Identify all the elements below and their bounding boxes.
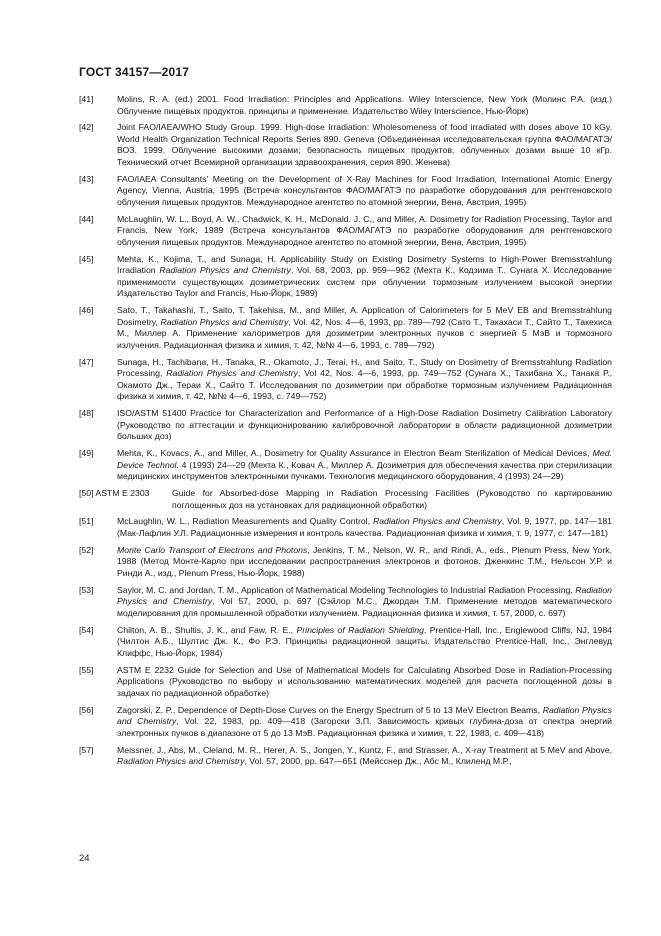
reference-text bbox=[117, 705, 612, 740]
reference-text bbox=[117, 745, 612, 768]
reference-number: [49] bbox=[79, 448, 94, 459]
reference-text-part: , Vol 42, Nos. 4—6, 1993, pp. 749—752 (Сунага Х., Тахибана Х., Танака Р., Окамото Дж., Тераи Х., Сайто Т. Исследования по дозиметрии при обработке тормозным излучением Радиационная физика и химия, т. 42, №№ 4—6, 1993, с. 749—752) bbox=[117, 368, 612, 402]
reference-text bbox=[117, 122, 612, 168]
reference-text-part: Meissner, J., Abs, M., Cleland, M. R., Herer, A. S., Jongen, Y., Kuntz, F., and Strasser, A., X-ray Treatment at 5 MeV and Above, bbox=[117, 744, 612, 755]
reference-text bbox=[117, 174, 612, 209]
reference-text-part: Saylor, M. C. and Jordan, T. M., Application of Mathematical Modeling Technologies to Industrial Radiation Processing, bbox=[117, 584, 576, 595]
reference-italic-title: Med. Device Technol. bbox=[117, 448, 612, 470]
reference-italic-title: Radiation Physics and Chemistry bbox=[159, 265, 291, 276]
reference-text bbox=[117, 94, 612, 117]
reference-text-part: , Jenkins, T. M., Nelson, W. R., and Rindi, A., eds., Plenum Press, New York, 1988 (Метод Монте-Карло при исследовании распространения электронов и фотонов. Дженкинс Т.М., Нельсон У.Р. и Ринди А., изд., Plenum Press, Нью-Йорк, 1988) bbox=[117, 544, 612, 578]
reference-text-part: Joint FAO/IAEA/WHO Study Group. 1999. High-dose Irradiation: Wholesomeness of food irradiated with doses above 10 kGy. World Health Organization Technical Reports Series 890. Geneva (Объединенная исследовательская группа ФАО/МАГАТЭ/ВОЗ. 1999. Облучение высокими дозами; безопасность пищевых продуктов, облученных дозами выше 10 кГр. Технический отчет Всемирной организации здравоохранения, серия 890. Женева) bbox=[117, 122, 612, 168]
reference-text-part: Guide for Absorbed-dose Mapping in Radiation Processing Facilities (Руководство по картированию поглощенных доз на установках для радиационной обработки) bbox=[172, 488, 612, 510]
reference-entry bbox=[79, 94, 612, 117]
reference-number: [45] bbox=[79, 253, 94, 264]
reference-text-part: , Vol. 68, 2003, pp. 959—962 (Мехта К., Кодзима Т., Сунага Х. Исследование применимости существующих дозиметрических систем при облучении тормозным излучением высокой энергии Издательство Taylor and Francis, Нью-Йорк, 1989) bbox=[117, 265, 613, 299]
reference-text bbox=[117, 585, 612, 620]
reference-number: [55] bbox=[79, 664, 94, 675]
reference-text-part: Chilton, A. B., Shultis, J. K., and Faw, R. E., bbox=[117, 624, 297, 635]
reference-italic-title: Monte Carlo Transport of Electrons and Photons bbox=[117, 544, 308, 555]
reference-text-part: ISO/ASTM 51400 Practice for Characterization and Performance of a High-Dose Radiation Dosimetry Calibration Laboratory (Руководство по аттестации и функционированию калибровочной лаборатории в области радиационной дозиметрии больших доз) bbox=[117, 408, 612, 442]
reference-text bbox=[172, 488, 612, 511]
reference-text-part: , Vol. 22, 1983, pp. 409—418 (Загорски З.П. Зависимость кривых глубина-доза от спектра энергий электронных пучков в диапазоне от 5 до 13 МэВ. Радиационная физика и химия, т. 22, 1983, с. 409—418) bbox=[117, 716, 612, 738]
reference-entry bbox=[79, 545, 612, 580]
reference-text-part: McLaughlin, W. L., Boyd, A. W., Chadwick, K. H., McDonald. J. C., and Miller, A. Dosimetry for Radiation Processing, Taylor and Francis, New York, 1989 (Встреча консультантов ФАО/МАГАТЭ по разработке оборудования для рентгеновского облучения пищевых продуктов. Международное агентство по атомной энергии, Вена, Австрия, 1995) bbox=[117, 213, 612, 247]
reference-number: [48] bbox=[79, 408, 94, 419]
reference-entry bbox=[79, 174, 612, 209]
reference-text-part: , Vol. 9, 1977, pp. 147—181 (Мак-Лафлин У.Л. Радиационные измерения и контроль качества. Радиационная физика и химия, т. 9, 1977, с. 147—181) bbox=[117, 516, 612, 539]
reference-italic-title: Radiation Physics and Chemistry bbox=[160, 316, 289, 327]
reference-entry bbox=[79, 665, 612, 700]
reference-text-part: Mehta, K., Kojima, T., and Sunaga, H. Applicability Study on Existing Dosimetry Systems to High-Power Bremsstrahlung Irradiation bbox=[117, 253, 612, 276]
reference-number: [57] bbox=[79, 744, 94, 755]
reference-text-part: Zagorski, Z. P., Dependence of Depth-Dose Curves on the Energy Spectrum of 5 to 13 MeV Electron Beams, bbox=[117, 704, 543, 715]
reference-entry bbox=[79, 214, 612, 249]
reference-number: [42] bbox=[79, 122, 94, 133]
reference-text bbox=[117, 665, 612, 700]
reference-entry bbox=[79, 745, 612, 768]
reference-entry bbox=[79, 408, 612, 443]
reference-italic-title: Radiation Physics and Chemistry bbox=[117, 756, 245, 767]
reference-text-part: Sato, T., Takahashi, T., Saito, T. Takehisa, M., and Miller, A. Application of Calorimeters for 5 MeV EB and Bremsstrahlung Dosimetry, bbox=[117, 305, 612, 327]
reference-number: [43] bbox=[79, 173, 94, 184]
reference-text bbox=[117, 305, 612, 351]
reference-italic-title: Radiation Physics and Chemistry bbox=[117, 704, 612, 727]
reference-text-part: Sunaga, H., Tachibana, H., Tanaka, R., Okamoto, J., Terai, H., and Saito, T., Study on Dosimetry of Bremsstrahlung Radiation Processing, bbox=[117, 356, 612, 379]
reference-text-part: Molins, R. A. (ed.) 2001. Food Irradiation: Principles and Applications. Wiley Interscience, New York (Молинс Р.А. (изд.) Облучение пищевых продуктов. принципы и применение. Издательство Wiley Interscience, Нью-Йорк) bbox=[117, 94, 612, 116]
reference-italic-title: Radiation Physics and Chemistry bbox=[117, 584, 612, 607]
reference-text bbox=[117, 625, 612, 660]
reference-number: [52] bbox=[79, 544, 94, 555]
reference-entry bbox=[79, 516, 612, 539]
reference-number: [54] bbox=[79, 624, 94, 635]
standard-header: ГОСТ 34157—2017 bbox=[79, 65, 190, 79]
reference-text bbox=[117, 545, 612, 580]
reference-text bbox=[117, 516, 612, 539]
reference-text-part: , Prentice-Hall, Inc., Englewood Cliffs, NJ, 1984 (Чилтон А.Б., Шултис Дж. К., Фо Р.Э. Принципы радиационной защиты. Издательство Prentice-Hall, Inc., Энглевуд Клиффс, Нью-Йорк, 1984) bbox=[117, 624, 612, 658]
page-number: 24 bbox=[79, 853, 90, 864]
reference-text bbox=[117, 408, 612, 443]
reference-text bbox=[117, 448, 612, 483]
reference-text bbox=[117, 357, 612, 403]
reference-italic-title: Principles of Radiation Shielding bbox=[296, 624, 424, 635]
reference-text-part: Mehta, K., Kovacs, A., and Miller, A., Dosimetry for Quality Assurance in Electron Beam Sterilization of Medical Devices, bbox=[117, 448, 593, 459]
reference-text bbox=[117, 214, 612, 249]
reference-entry bbox=[79, 357, 612, 403]
reference-number: [53] bbox=[79, 584, 94, 595]
reference-text-part: McLaughlin, W. L., Radiation Measurements and Quality Control, bbox=[117, 516, 373, 527]
reference-entry bbox=[79, 254, 612, 300]
reference-number: [46] bbox=[79, 305, 94, 316]
reference-text-part: FAO/IAEA Consultants' Meeting on the Development of X-Ray Machines for Food Irradiation, International Atomic Energy Agency, Vienna, Austria, 1995 (Встреча консультантов ФАО/МАГАТЭ по разработке оборудования для рентгеновского облучения пищевых продуктов. Международное агентство по атомной энергии, Вена, Австрия, 1995) bbox=[117, 173, 612, 207]
reference-text bbox=[117, 254, 612, 300]
reference-number: [56] bbox=[79, 704, 94, 715]
reference-text-part: , Vol 57, 2000, p. 697 (Сэйлор М.С., Джордан Т.М. Применение методов математического моделирования для промышленной обработки излучением. Радиационная физика и химия, т. 57, 2000, с. 697) bbox=[117, 596, 612, 618]
reference-italic-title: Radiation Physics and Chemistry bbox=[372, 516, 502, 527]
reference-entry bbox=[79, 705, 612, 740]
reference-entry bbox=[79, 122, 612, 168]
reference-entry bbox=[79, 488, 612, 511]
reference-list bbox=[79, 94, 612, 773]
reference-text-part: , Vol. 57, 2000, pp. 647—651 (Мейсснер Дж., Абс М., Клиленд М.Р., bbox=[244, 756, 512, 767]
reference-text-part: 4 (1993) 24—29 (Мехта К., Ковач А., Миллер А. Дозиметрия для обеспечения качества при стерилизации медицинских инструментов электронными пучками. Технология медицинского оборудования, 4 (1993) 24—29) bbox=[117, 459, 612, 482]
reference-italic-title: Radiation Physics and Chemistry bbox=[166, 368, 298, 379]
reference-number: [50] ASTM E 2303 bbox=[79, 488, 150, 499]
reference-number: [47] bbox=[79, 356, 94, 367]
reference-number: [41] bbox=[79, 94, 94, 104]
reference-text-part: , Vol. 42, Nos. 4—6, 1993, pp. 789—792 (Сато Т., Такахаси Т., Сайто Т., Такехиса М., Миллер А. Применение калориметров для дозиметрии электронных пучков с энергией 5 МэВ и тормозного излучения. Радиационная физика и химия, т. 42, №№ 4—6, 1993, с. 789—792) bbox=[117, 316, 612, 350]
reference-entry bbox=[79, 625, 612, 660]
reference-number: [51] bbox=[79, 516, 94, 527]
reference-entry bbox=[79, 585, 612, 620]
reference-text-part: ASTM E 2232 Guide for Selection and Use of Mathematical Models for Calculating Absorbed Dose in Radiation-Processing Applications (Руководство по выбору и использованию математических моделей для расчета поглощенной дозы в задачах по радиационной обработке) bbox=[117, 664, 612, 698]
reference-entry bbox=[79, 305, 612, 351]
reference-number: [44] bbox=[79, 213, 94, 224]
reference-entry bbox=[79, 448, 612, 483]
